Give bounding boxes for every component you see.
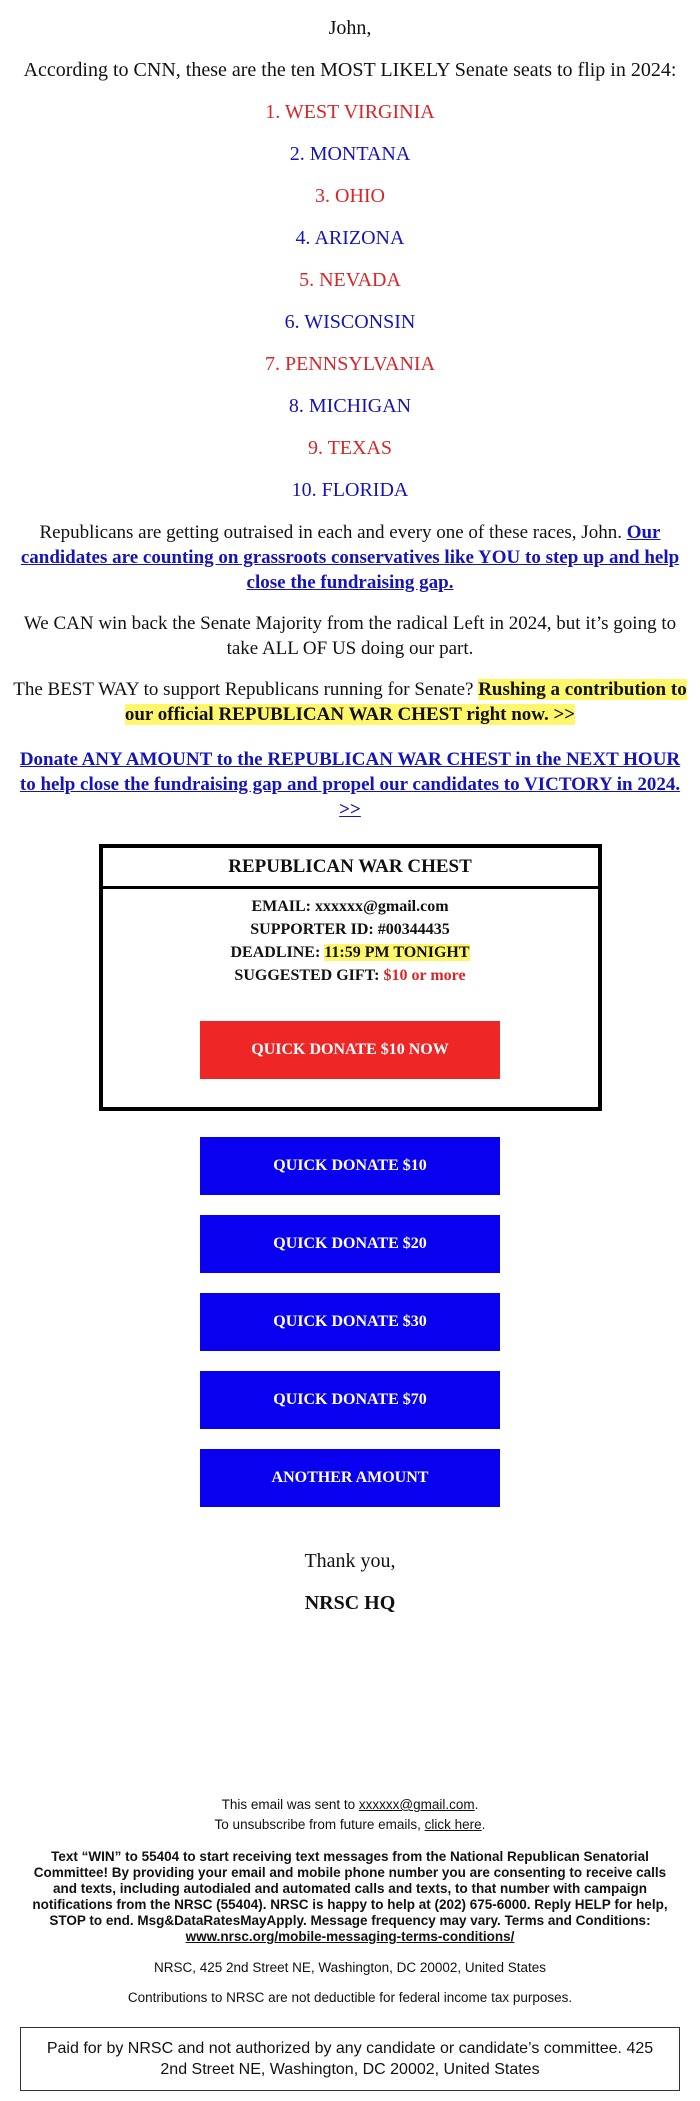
supporter-id-value: #00344435	[377, 921, 450, 938]
state-item: 7. PENNSYLVANIA	[264, 353, 436, 375]
paid-for-disclaimer: Paid for by NRSC and not authorized by any candidate or candidate’s committee. 425 2nd Street NE, Washington, DC 20002, United States	[20, 2027, 680, 2091]
state-list	[5, 98, 695, 504]
sms-disclaimer-text: Text “WIN” to 55404 to start receiving text messages from the National Republican Senatorial Committee! By providing your email and mobile phone number you are consenting to receive calls and texts, including autodialed and automated calls and texts, to that number with campaign notifications from the NRSC (55404). NRSC is happy to help at (202) 675-6000. Reply HELP for help, STOP to end. Msg&DataRatesMayApply. Message frequency may vary. Terms and Conditions:	[32, 1849, 668, 1928]
state-item: 4. ARIZONA	[295, 227, 405, 249]
email-value: xxxxxx@gmail.com	[315, 898, 449, 915]
paragraph-best-way-text: The BEST WAY to support Republicans running for Senate?	[13, 679, 479, 700]
deadline-label: DEADLINE:	[230, 944, 321, 961]
footer-recipient-info	[20, 1795, 680, 1835]
paragraph-outraised	[5, 520, 695, 595]
quick-donate-10-button[interactable]: QUICK DONATE $10	[200, 1137, 500, 1195]
supporter-id-row	[103, 918, 598, 941]
intro-text: According to CNN, these are the ten MOST LIKELY Senate seats to flip in 2024:	[23, 59, 677, 81]
war-chest-details	[103, 889, 598, 1107]
closing: Thank you,	[304, 1550, 396, 1572]
war-chest-title: REPUBLICAN WAR CHEST	[103, 848, 598, 889]
war-chest-box	[99, 844, 602, 1111]
unsubscribe-suffix: .	[481, 1817, 486, 1832]
unsubscribe-link[interactable]: click here	[424, 1817, 482, 1832]
highlighted-call-to-action: Rushing a contribution to our official REPUBLICAN WAR CHEST right now. >>	[124, 679, 687, 725]
state-item: 8. MICHIGAN	[288, 395, 412, 417]
donate-any-amount-link[interactable]: Donate ANY AMOUNT to the REPUBLICAN WAR CHEST in the NEXT HOUR to help close the fundraising gap and propel our candidates to VICTORY in 2024. >>	[19, 749, 681, 820]
email-row	[103, 895, 598, 918]
nrsc-address: NRSC, 425 2nd Street NE, Washington, DC 20002, United States	[154, 1960, 546, 1975]
state-item: 6. WISCONSIN	[284, 311, 416, 333]
sent-to-line	[20, 1795, 680, 1815]
email-footer	[20, 1795, 680, 2091]
unsubscribe-line	[20, 1815, 680, 1835]
suggested-gift-label: SUGGESTED GIFT:	[234, 967, 380, 984]
sent-to-prefix: This email was sent to	[221, 1797, 359, 1812]
supporter-id-label: SUPPORTER ID:	[250, 921, 374, 938]
quick-donate-70-button[interactable]: QUICK DONATE $70	[200, 1371, 500, 1429]
unsubscribe-prefix: To unsubscribe from future emails,	[214, 1817, 425, 1832]
email-label: EMAIL:	[251, 898, 312, 915]
email-body	[5, 14, 695, 1617]
suggested-gift-value: $10 or more	[383, 967, 466, 984]
state-item: 5. NEVADA	[299, 269, 401, 291]
suggested-gift-row	[103, 964, 598, 987]
state-item: 3. OHIO	[315, 185, 385, 207]
grassroots-link[interactable]: Our candidates are counting on grassroots conservatives like YOU to step up and help close the fundraising gap.	[20, 522, 680, 593]
another-amount-button[interactable]: ANOTHER AMOUNT	[200, 1449, 500, 1507]
sms-disclaimer	[20, 1849, 680, 1945]
paragraph-outraised-text: Republicans are getting outraised in each and every one of these races, John.	[39, 522, 627, 543]
state-item: 2. MONTANA	[289, 143, 411, 165]
sent-to-suffix: .	[474, 1797, 479, 1812]
state-item: 10. FLORIDA	[291, 479, 409, 501]
greeting: John,	[328, 17, 372, 39]
sms-terms-link[interactable]: www.nrsc.org/mobile-messaging-terms-conditions/	[185, 1929, 515, 1944]
deadline-row	[103, 941, 598, 964]
tax-disclaimer: Contributions to NRSC are not deductible for federal income tax purposes.	[127, 1990, 573, 2005]
deadline-value: 11:59 PM TONIGHT	[324, 944, 470, 961]
quick-donate-10-now-button[interactable]: QUICK DONATE $10 NOW	[200, 1021, 500, 1079]
signature: NRSC HQ	[304, 1592, 396, 1614]
paragraph-senate-majority: We CAN win back the Senate Majority from the radical Left in 2024, but it’s going to take ALL OF US doing our part.	[23, 613, 677, 659]
paragraph-best-way	[5, 677, 695, 727]
quick-donate-30-button[interactable]: QUICK DONATE $30	[200, 1293, 500, 1351]
quick-donate-20-button[interactable]: QUICK DONATE $20	[200, 1215, 500, 1273]
recipient-email-link[interactable]: xxxxxx@gmail.com	[358, 1797, 475, 1812]
state-item: 1. WEST VIRGINIA	[265, 101, 435, 123]
state-item: 9. TEXAS	[307, 437, 393, 459]
